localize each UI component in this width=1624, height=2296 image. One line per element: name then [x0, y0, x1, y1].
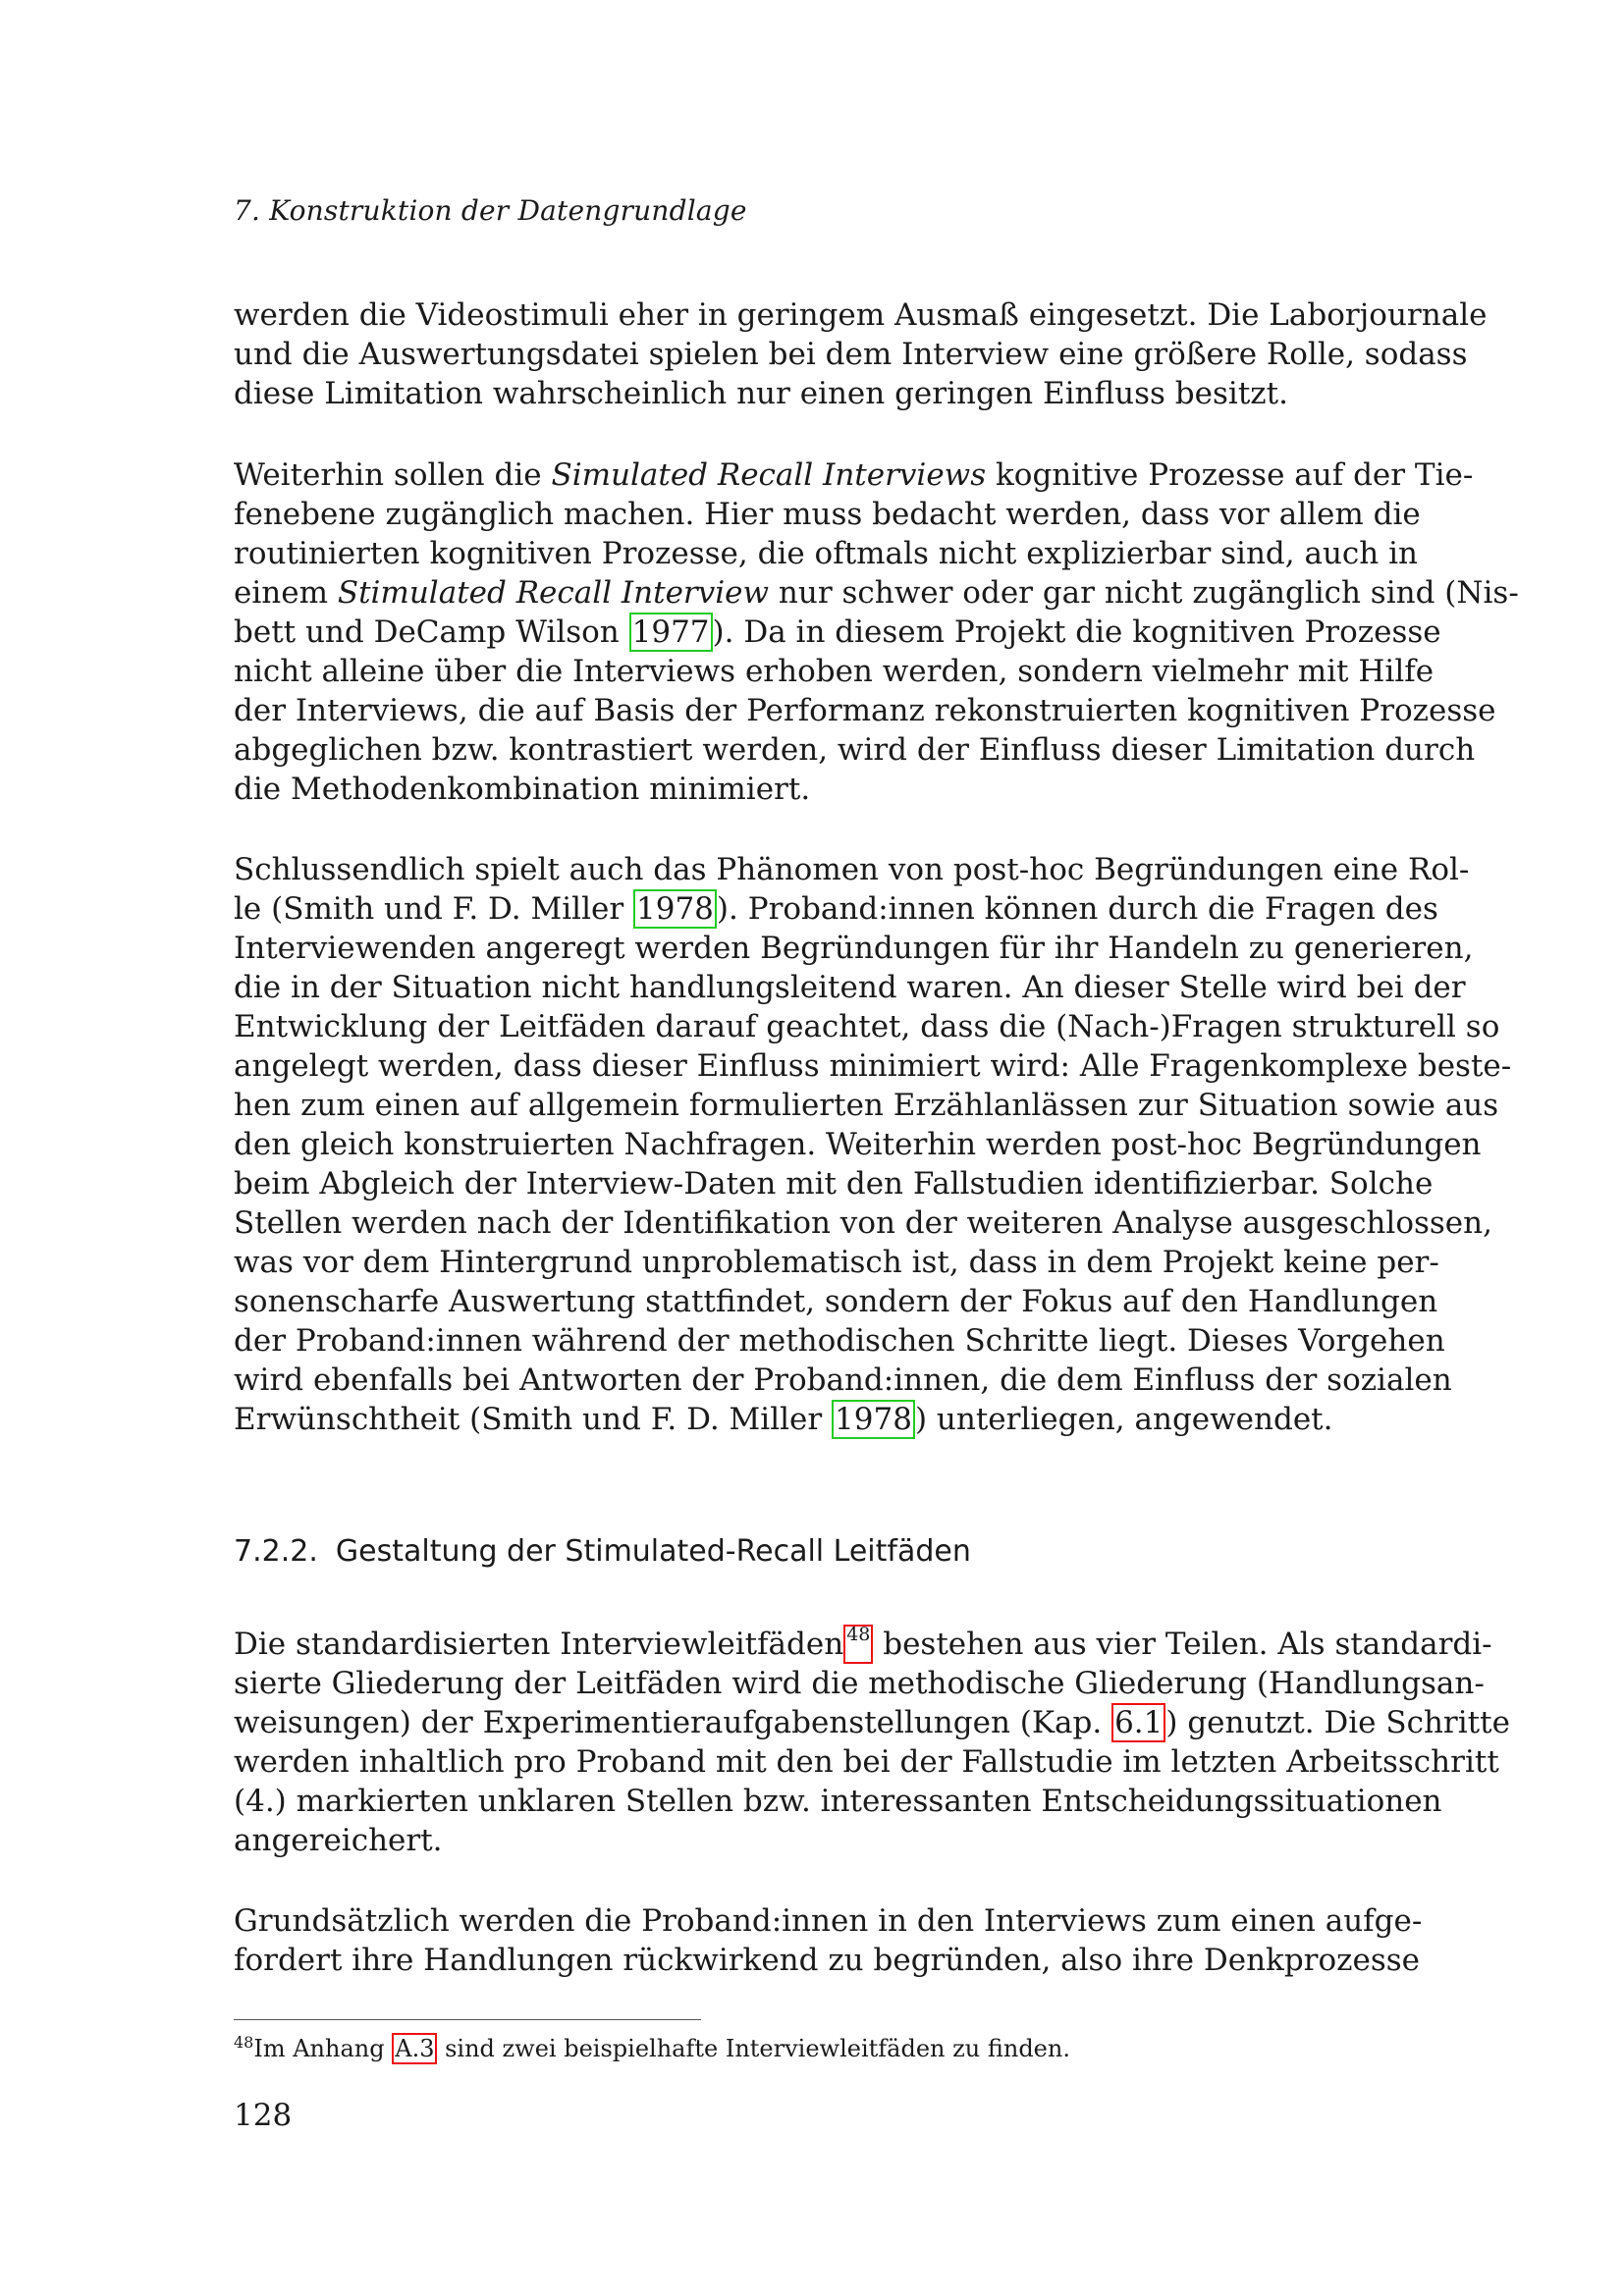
text-line: Erwünschtheit (Smith und F. D. Miller 1978) unterliegen, angewendet.: [234, 1402, 1333, 1437]
text-line: einem Stimulated Recall Interview nur schwer oder gar nicht zugänglich sind (Nis-: [234, 575, 1519, 611]
section-title: Gestaltung der Stimulated-Recall Leitfäden: [335, 1534, 971, 1569]
page-number: 128: [234, 2098, 293, 2133]
text-line: die in der Situation nicht handlungsleitend waren. An dieser Stelle wird bei der: [234, 970, 1466, 1005]
text-line: Interviewenden angeregt werden Begründungen für ihr Handeln zu generieren,: [234, 931, 1474, 966]
footnote-rule: [234, 2019, 701, 2020]
text-line: Weiterhin sollen die Simulated Recall Interviews kognitive Prozesse auf der Tie-: [234, 457, 1474, 493]
text-line: werden die Videostimuli eher in geringem Ausmaß eingesetzt. Die Laborjournale: [234, 297, 1488, 333]
text-line: Entwicklung der Leitfäden darauf geachtet, dass die (Nach-)Fragen strukturell so: [234, 1009, 1500, 1044]
text-line: nicht alleine über die Interviews erhoben werden, sondern vielmehr mit Hilfe: [234, 654, 1435, 689]
text-line: le (Smith und F. D. Miller 1978). Proband:innen können durch die Fragen des: [234, 891, 1438, 927]
text-line: fenebene zugänglich machen. Hier muss bedacht werden, dass vor allem die: [234, 497, 1421, 532]
text-line: wird ebenfalls bei Antworten der Proband:innen, die dem Einfluss der sozialen: [234, 1362, 1452, 1398]
text-line: und die Auswertungsdatei spielen bei dem Interview eine größere Rolle, sodass: [234, 337, 1468, 372]
text-line: werden inhaltlich pro Proband mit den bei der Fallstudie im letzten Arbeitsschritt: [234, 1744, 1499, 1780]
chapter-reference-link[interactable]: 6.1: [1111, 1703, 1165, 1742]
text-line: weisungen) der Experimentieraufgabenstellungen (Kap. 6.1) genutzt. Die Schritte: [234, 1705, 1510, 1740]
text-line: der Interviews, die auf Basis der Performanz rekonstruierten kognitiven Prozesse: [234, 693, 1496, 728]
paragraph-2: [234, 455, 1519, 809]
text-line: Grundsätzlich werden die Proband:innen in den Interviews zum einen aufge-: [234, 1903, 1423, 1939]
footnote: $^{48}$Im Anhang A.3 sind zwei beispielhafte Interviewleitfäden zu finden.: [234, 2033, 1070, 2062]
text-line: sierte Gliederung der Leitfäden wird die methodische Gliederung (Handlungsan-: [234, 1666, 1485, 1701]
running-head: 7. Konstruktion der Datengrundlage: [234, 194, 747, 227]
text-line: diese Limitation wahrscheinlich nur einen geringen Einfluss besitzt.: [234, 376, 1288, 411]
text-line: Schlussendlich spielt auch das Phänomen von post-hoc Begründungen eine Rol-: [234, 852, 1470, 887]
text-line: was vor dem Hintergrund unproblematisch ist, dass in dem Projekt keine per-: [234, 1245, 1439, 1280]
paragraph-1: [234, 295, 1488, 413]
text-line: (4.) markierten unklaren Stellen bzw. interessanten Entscheidungssituationen: [234, 1784, 1442, 1819]
text-line: den gleich konstruierten Nachfragen. Weiterhin werden post-hoc Begründungen: [234, 1127, 1482, 1162]
section-number: 7.2.2.: [234, 1534, 318, 1569]
footnote-number: 48: [234, 2033, 254, 2052]
text-line: abgeglichen bzw. kontrastiert werden, wird der Einfluss dieser Limitation durch: [234, 732, 1476, 768]
text-line: angelegt werden, dass dieser Einfluss minimiert wird: Alle Fragenkomplexe beste-: [234, 1048, 1512, 1084]
footnote-marker-link[interactable]: 48: [843, 1625, 873, 1664]
appendix-reference-link[interactable]: A.3: [392, 2033, 437, 2064]
text-line: routinierten kognitiven Prozesse, die oftmals nicht explizierbar sind, auch in: [234, 536, 1418, 571]
text-line: sonenscharfe Auswertung stattfindet, sondern der Fokus auf den Handlungen: [234, 1284, 1438, 1319]
text-line: der Proband:innen während der methodischen Schritte liegt. Dieses Vorgehen: [234, 1323, 1445, 1359]
paragraph-4: [234, 1624, 1510, 1860]
emphasis: Simulated Recall Interviews: [551, 457, 987, 493]
text-line: fordert ihre Handlungen rückwirkend zu begründen, also ihre Denkprozesse: [234, 1943, 1420, 1978]
citation-link[interactable]: 1978: [633, 889, 717, 929]
emphasis: Stimulated Recall Interview: [337, 575, 770, 611]
text-line: beim Abgleich der Interview-Daten mit den Fallstudien identifizierbar. Solche: [234, 1166, 1434, 1201]
citation-link[interactable]: 1977: [629, 613, 713, 652]
text-line: Stellen werden nach der Identifikation von der weiteren Analyse ausgeschlossen,: [234, 1205, 1492, 1241]
section-heading: [234, 1534, 971, 1569]
text-line: angereichert.: [234, 1823, 443, 1858]
citation-link[interactable]: 1978: [832, 1400, 915, 1439]
text-line: bett und DeCamp Wilson 1977). Da in diesem Projekt die kognitiven Prozesse: [234, 614, 1441, 650]
paragraph-3: [234, 850, 1512, 1439]
text-line: hen zum einen auf allgemein formulierten Erzählanlässen zur Situation sowie aus: [234, 1088, 1499, 1123]
text-line: die Methodenkombination minimiert.: [234, 772, 811, 807]
text-line: Die standardisierten Interviewleitfäden $^{48}$ bestehen aus vier Teilen. Als standardi-: [234, 1624, 1492, 1662]
paragraph-5: [234, 1901, 1423, 1980]
